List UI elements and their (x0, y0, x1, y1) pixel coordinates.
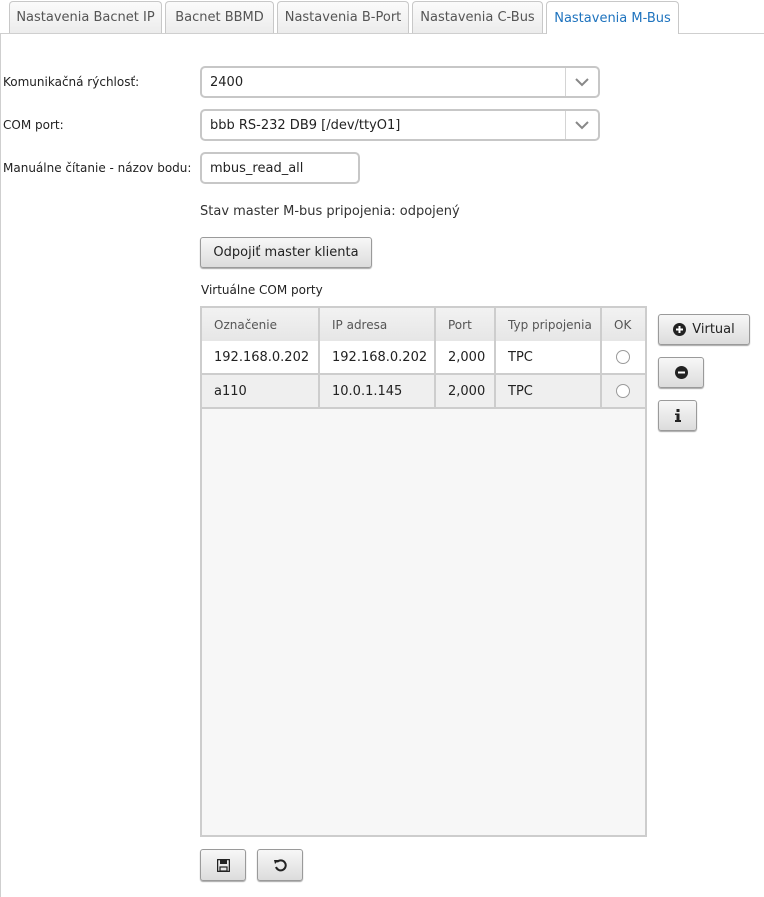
table-row[interactable] (202, 375, 645, 409)
com-port-select-value: bbb RS-232 DB9 [/dev/ttyO1] (210, 117, 401, 133)
table-row[interactable] (202, 341, 645, 375)
cell-designation: a110 (202, 375, 320, 407)
virtual-ports-title: Virtuálne COM porty (201, 283, 323, 297)
com-port-select[interactable] (200, 109, 600, 141)
master-status-text: Stav master M-bus pripojenia: odpojený (200, 204, 460, 219)
cell-ok (602, 341, 645, 373)
tab-bar (0, 0, 764, 34)
ok-radio[interactable] (616, 384, 630, 398)
add-virtual-button[interactable] (658, 314, 750, 345)
cell-type: TPC (496, 375, 602, 407)
speed-label: Komunikačná rýchlosť: (3, 75, 140, 89)
chevron-down-icon[interactable] (565, 68, 598, 96)
cell-designation: 192.168.0.202 (202, 341, 320, 373)
tab-bacnet-ip[interactable]: Nastavenia Bacnet IP (9, 1, 162, 33)
floppy-disk-icon (217, 859, 230, 872)
speed-select[interactable] (200, 66, 600, 98)
ok-radio[interactable] (616, 350, 630, 364)
column-header-designation[interactable]: Označenie (202, 308, 320, 341)
column-header-ok[interactable]: OK (614, 317, 632, 332)
cell-ok (602, 375, 645, 407)
cell-ip: 192.168.0.202 (320, 341, 436, 373)
cell-type: TPC (496, 341, 602, 373)
tab-bacnet-bbmd[interactable]: Bacnet BBMD (165, 1, 274, 33)
column-header-port[interactable]: Port (436, 308, 496, 341)
save-button[interactable] (200, 849, 246, 881)
cell-port: 2,000 (436, 341, 496, 373)
add-virtual-label: Virtual (692, 322, 735, 337)
minus-circle-icon (675, 366, 688, 379)
disconnect-master-button[interactable]: Odpojiť master klienta (200, 237, 372, 268)
manual-read-label: Manuálne čítanie - názov bodu: (3, 161, 192, 175)
column-header-type[interactable]: Typ pripojenia (496, 308, 602, 341)
plus-circle-icon (673, 323, 686, 336)
table-header (202, 308, 645, 343)
reset-button[interactable] (257, 849, 303, 881)
undo-icon (274, 859, 287, 872)
remove-button[interactable] (658, 357, 704, 388)
info-button[interactable] (658, 400, 697, 431)
cell-port: 2,000 (436, 375, 496, 407)
manual-read-input[interactable] (200, 152, 360, 184)
info-icon (675, 409, 681, 422)
virtual-ports-table (200, 306, 647, 837)
column-header-ip[interactable]: IP adresa (320, 308, 436, 341)
tab-m-bus[interactable]: Nastavenia M-Bus (546, 1, 679, 34)
tab-b-port[interactable]: Nastavenia B-Port (277, 1, 409, 33)
speed-select-value: 2400 (210, 74, 244, 90)
chevron-down-icon[interactable] (565, 111, 598, 139)
com-port-label: COM port: (3, 118, 64, 132)
cell-ip: 10.0.1.145 (320, 375, 436, 407)
tab-c-bus[interactable]: Nastavenia C-Bus (412, 1, 543, 33)
